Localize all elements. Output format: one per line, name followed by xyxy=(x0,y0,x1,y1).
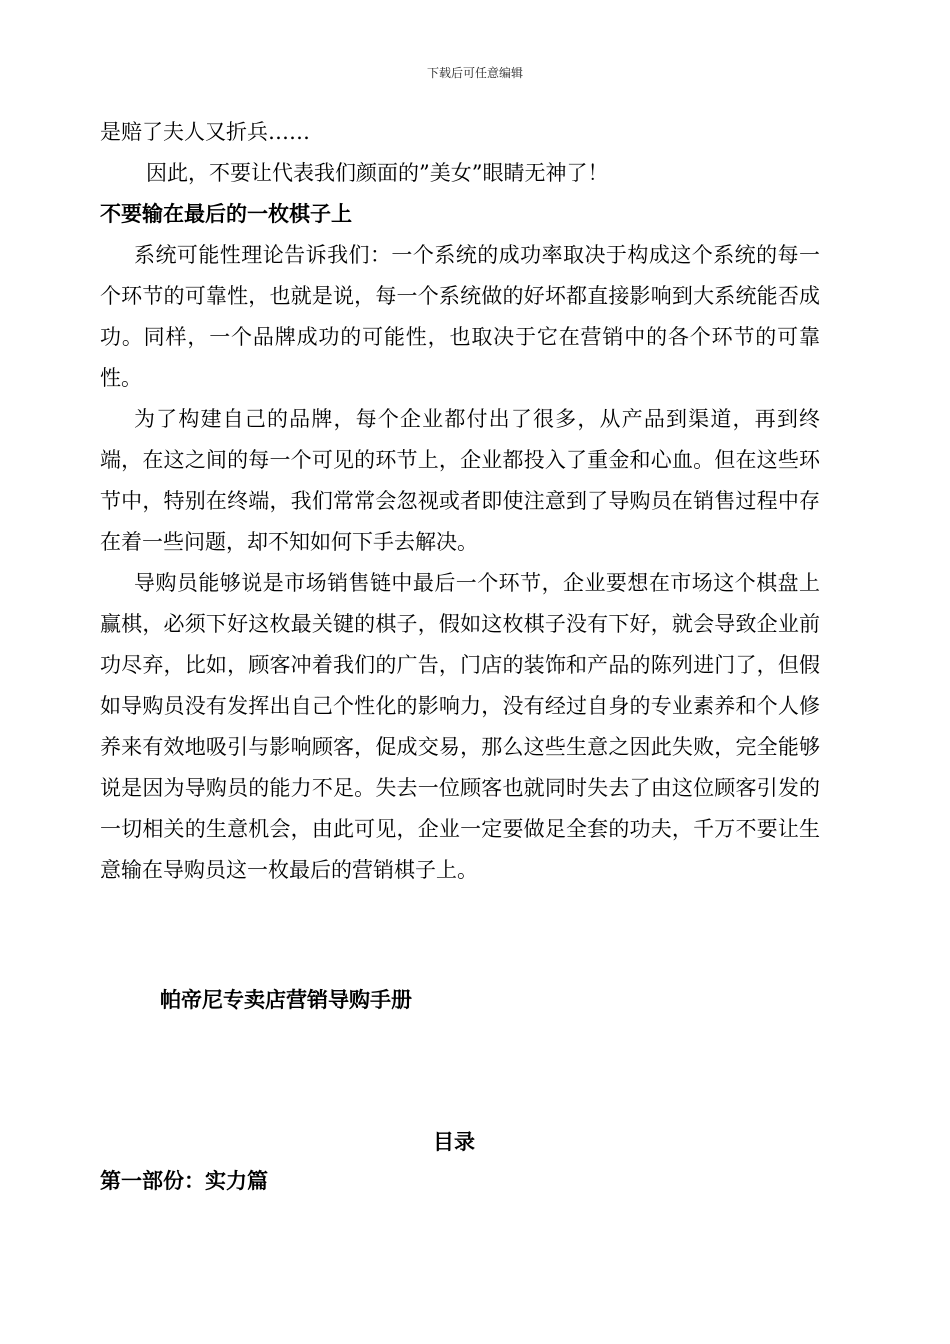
paragraph-brand-building: 为了构建自己的品牌，每个企业都付出了很多，从产品到渠道，再到终端，在这之间的每一个可见的环节上，企业都投入了重金和心血。但在这些环节中，特别在终端，我们常常会忽视或者即使注意到了导购员在销售过程中存在着一些问题，却不知如何下手去解决。 xyxy=(100,407,820,554)
section-heading: 不要输在最后的一枚棋子上 xyxy=(100,202,352,226)
paragraph-continuation: 是赔了夫人又折兵…… xyxy=(100,120,310,144)
toc-part-heading: 第一部份：实力篇 xyxy=(100,1169,268,1193)
paragraph-sales-guide: 导购员能够说是市场销售链中最后一个环节，企业要想在市场这个棋盘上赢棋，必须下好这枚最关键的棋子，假如这枚棋子没有下好，就会导致企业前功尽弃，比如，顾客冲着我们的广告，门店的装饰和产品的陈列进门了，但假如导购员没有发挥出自己个性化的影响力，没有经过自身的专业素养和个人修养来有效地吸引与影响顾客，促成交易，那么这些生意之因此失败，完全能够说是因为导购员的能力不足。失去一位顾客也就同时失去了由这位顾客引发的一切相关的生意机会，由此可见，企业一定要做足全套的功夫，千万不要让生意输在导购员这一枚最后的营销棋子上。 xyxy=(100,571,820,882)
paragraph-conclusion: 因此，不要让代表我们颜面的”美女”眼睛无神了！ xyxy=(146,161,609,185)
header-note: 下载后可任意编辑 xyxy=(426,66,523,80)
manual-title: 帕帝尼专卖店营销导购手册 xyxy=(160,988,412,1012)
paragraph-system-theory: 系统可能性理论告诉我们：一个系统的成功率取决于构成这个系统的每一个环节的可靠性，也就是说，每一个系统做的好坏都直接影响到大系统能否成功。同样，一个品牌成功的可能性，也取决于它在营销中的各个环节的可靠性。 xyxy=(100,243,820,390)
toc-title: 目录 xyxy=(433,1130,475,1154)
